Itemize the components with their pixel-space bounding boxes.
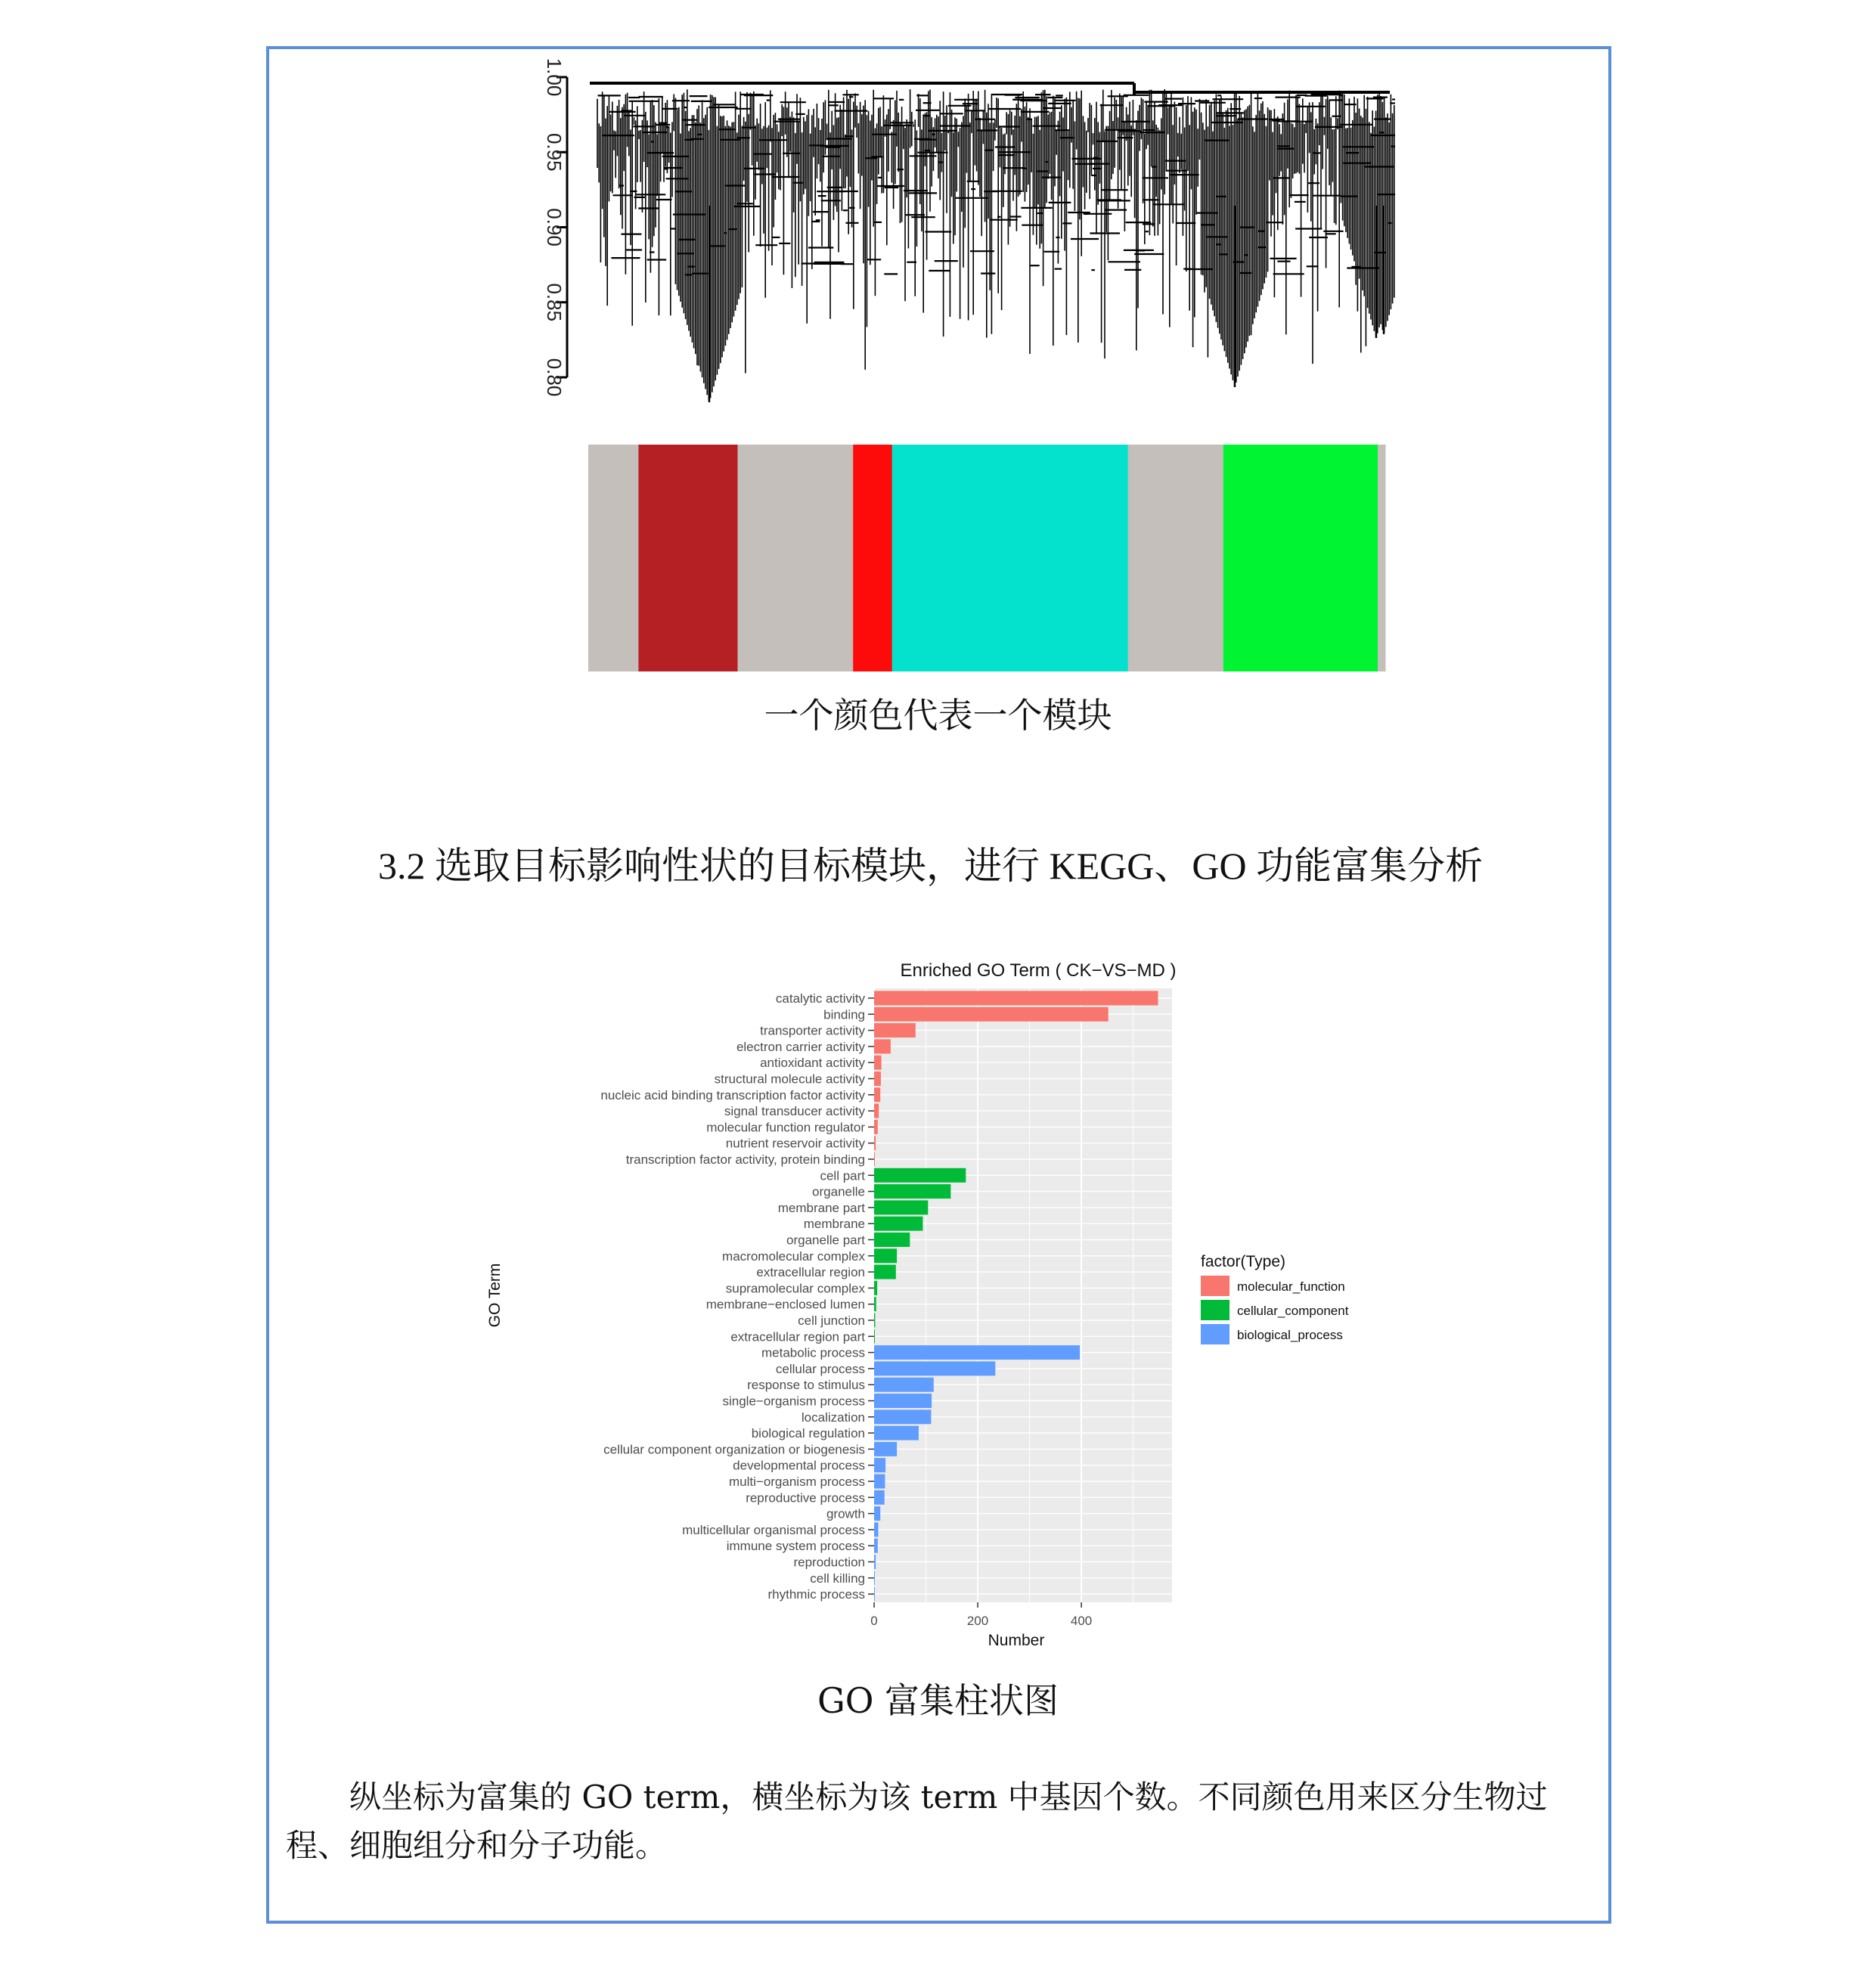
bar	[874, 1200, 928, 1214]
y-tick-label: cellular process	[775, 1361, 865, 1376]
bar	[874, 1056, 882, 1070]
bar	[874, 1217, 922, 1231]
bar	[874, 991, 1158, 1006]
figure2-caption: GO 富集柱状图	[817, 1680, 1059, 1721]
y-tick-label: nutrient reservoir activity	[725, 1136, 865, 1151]
module-segment	[1223, 445, 1378, 671]
bar	[874, 1313, 875, 1328]
y-tick-label: molecular function regulator	[706, 1120, 865, 1135]
y-tick-label: rhythmic process	[767, 1587, 865, 1602]
x-tick-label: 400	[1070, 1614, 1093, 1628]
bar	[874, 1168, 966, 1183]
y-tick-label: organelle part	[786, 1233, 865, 1248]
y-tick-label: nucleic acid binding transcription factor activity	[600, 1087, 865, 1102]
bar	[874, 1104, 879, 1118]
module-segment	[1378, 445, 1386, 671]
bar	[874, 1184, 950, 1199]
y-tick-label: extracellular region part	[730, 1329, 865, 1344]
bar	[874, 1490, 885, 1505]
y-tick-label: extracellular region	[756, 1265, 865, 1280]
bar	[874, 1297, 876, 1311]
bar	[874, 1361, 995, 1375]
y-tick-label: 1.00	[543, 57, 566, 97]
y-tick-label: transporter activity	[760, 1023, 865, 1038]
module-segment	[1128, 445, 1224, 671]
bar	[874, 1345, 1080, 1360]
bar	[874, 1281, 877, 1295]
y-axis-label: GO Term	[486, 1263, 504, 1328]
y-tick-label: antioxidant activity	[760, 1056, 865, 1071]
bar	[874, 1394, 932, 1408]
y-tick-label: reproductive process	[746, 1490, 865, 1506]
bar	[874, 1233, 910, 1247]
y-tick-label: signal transducer activity	[724, 1104, 865, 1119]
y-tick-label: electron carrier activity	[736, 1039, 865, 1054]
y-tick-label: 0.95	[543, 132, 566, 172]
y-tick-label: reproduction	[793, 1555, 865, 1570]
y-tick-label: localization	[801, 1409, 865, 1425]
dendrogram-y-axis	[543, 58, 567, 397]
y-tick-label: binding	[823, 1007, 865, 1022]
bar	[874, 1458, 885, 1472]
module-segment	[853, 445, 892, 671]
bar	[874, 1152, 875, 1167]
bar	[874, 1071, 881, 1086]
go-enrichment-chart	[454, 945, 1437, 1664]
dendrogram-tree	[590, 83, 1395, 402]
chart-title: Enriched GO Term ( CK−VS−MD )	[900, 960, 1177, 981]
x-axis-label: Number	[988, 1632, 1045, 1649]
y-tick-label: macromolecular complex	[722, 1248, 865, 1264]
legend-title: factor(Type)	[1201, 1253, 1286, 1270]
legend-swatch	[1201, 1276, 1229, 1296]
bar	[874, 1265, 896, 1279]
module-segment	[892, 445, 1129, 671]
y-tick-label: 0.80	[543, 358, 566, 397]
module-segment	[638, 445, 738, 671]
legend	[1201, 1276, 1349, 1344]
y-tick-label: organelle	[812, 1184, 865, 1199]
dendrogram-figure	[499, 54, 1406, 690]
x-tick-labels	[870, 1602, 1092, 1628]
bar	[874, 1475, 885, 1489]
bar	[874, 1039, 891, 1053]
legend-swatch	[1201, 1300, 1229, 1320]
bar	[874, 1087, 880, 1102]
bar	[874, 1007, 1109, 1022]
y-tick-label: immune system process	[726, 1539, 865, 1554]
y-tick-label: metabolic process	[761, 1345, 865, 1360]
y-tick-label: structural molecule activity	[714, 1071, 865, 1087]
bar	[874, 1409, 931, 1424]
legend-label: molecular_function	[1237, 1279, 1345, 1294]
legend-swatch	[1201, 1324, 1229, 1344]
module-segment	[738, 445, 854, 671]
bar	[874, 1426, 919, 1440]
section-heading: 3.2 选取目标影响性状的目标模块，进行 KEGG、GO 功能富集分析	[378, 845, 1484, 887]
y-tick-label: single−organism process	[722, 1394, 865, 1409]
x-tick-label: 200	[966, 1614, 989, 1628]
bar	[874, 1120, 878, 1134]
y-tick-label: multicellular organismal process	[682, 1522, 865, 1537]
y-tick-label: membrane	[803, 1217, 865, 1232]
y-tick-label: catalytic activity	[775, 991, 865, 1006]
y-tick-label: multi−organism process	[729, 1475, 865, 1489]
module-segment	[588, 445, 639, 671]
y-tick-label: membrane−enclosed lumen	[705, 1297, 865, 1312]
y-tick-label: membrane part	[777, 1200, 865, 1215]
y-tick-label: 0.90	[543, 208, 566, 247]
y-tick-label: 0.85	[543, 283, 566, 322]
y-tick-label: transcription factor activity, protein binding	[625, 1152, 865, 1167]
bar	[874, 1442, 897, 1456]
legend-label: cellular_component	[1237, 1304, 1349, 1318]
x-tick-label: 0	[870, 1614, 878, 1628]
bar	[874, 1522, 879, 1537]
bar	[874, 1136, 876, 1150]
bar	[874, 1023, 916, 1037]
bar	[874, 1555, 876, 1569]
bar	[874, 1248, 897, 1263]
plot-panel	[874, 988, 1172, 1602]
y-tick-label: cell part	[820, 1168, 865, 1183]
y-tick-labels	[600, 991, 874, 1602]
module-color-bar	[588, 445, 1386, 671]
bar	[874, 1329, 875, 1344]
y-tick-label: response to stimulus	[747, 1378, 865, 1393]
y-tick-label: cellular component organization or biogenesis	[603, 1442, 865, 1457]
body-paragraph: 纵坐标为富集的 GO term，横坐标为该 term 中基因个数。不同颜色用来区分生物过程、细胞组分和分子功能。	[286, 1778, 1548, 1864]
legend-label: biological_process	[1237, 1328, 1343, 1342]
bar	[874, 1539, 878, 1553]
figure1-caption: 一个颜色代表一个模块	[764, 695, 1112, 736]
y-tick-label: developmental process	[733, 1458, 865, 1473]
y-tick-label: biological regulation	[751, 1426, 865, 1441]
y-tick-label: supramolecular complex	[725, 1281, 865, 1296]
y-tick-label: growth	[826, 1506, 865, 1521]
bar	[874, 1378, 934, 1392]
y-tick-label: cell killing	[810, 1571, 865, 1586]
bar	[874, 1587, 875, 1602]
bar	[874, 1571, 875, 1585]
bar	[874, 1506, 880, 1521]
y-tick-label: cell junction	[798, 1313, 865, 1328]
